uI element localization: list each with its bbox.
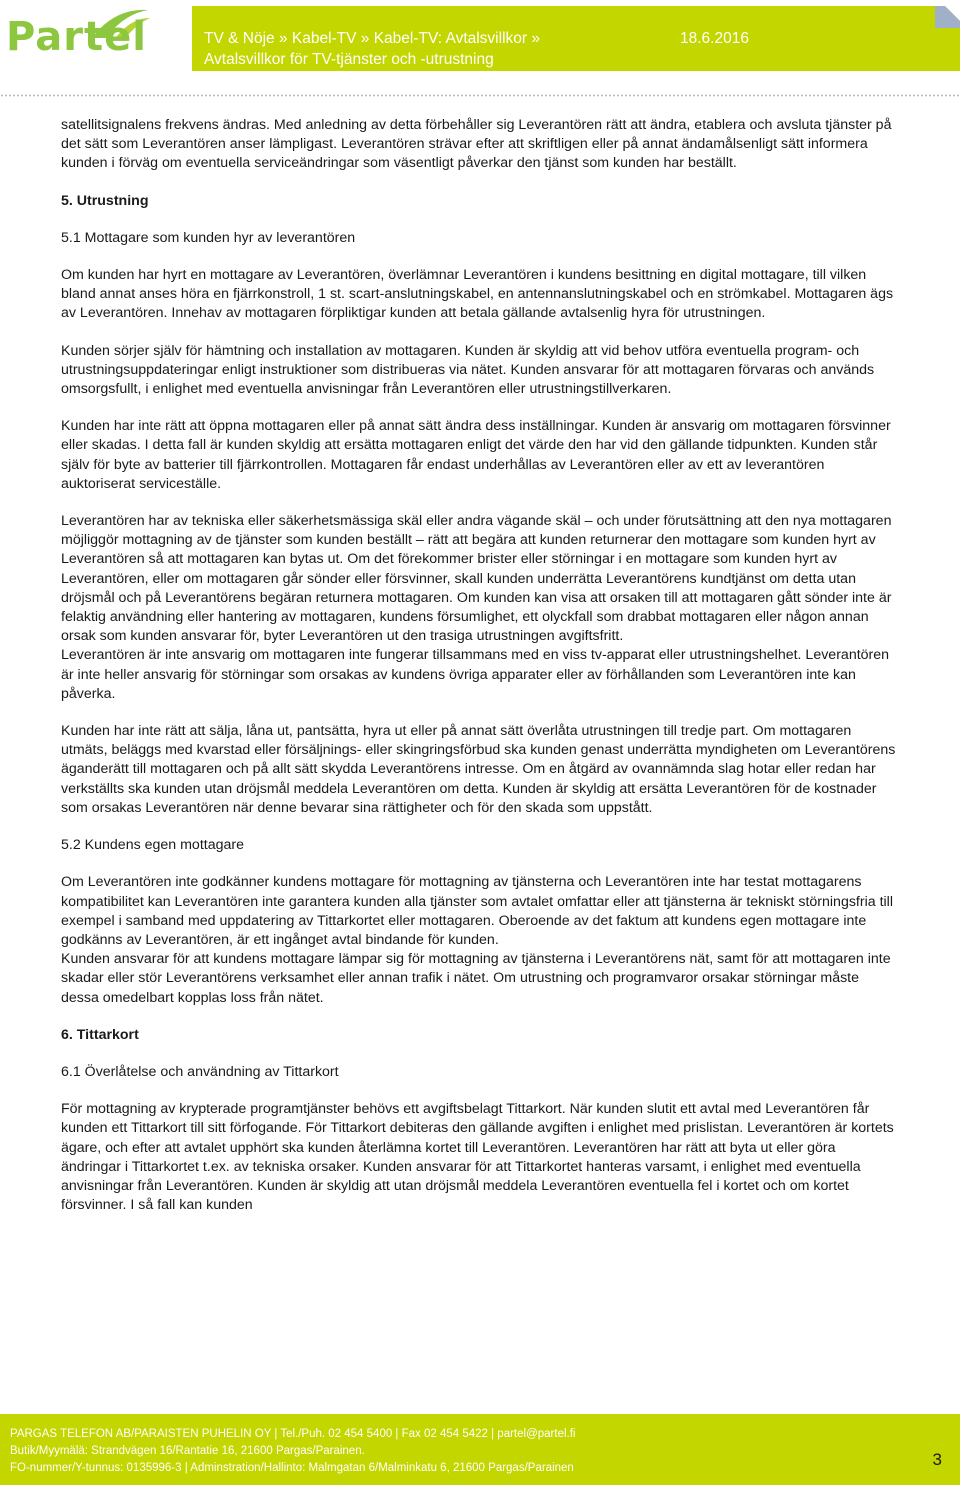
paragraph: Kunden har inte rätt att sälja, låna ut, pantsätta, hyra ut eller på annat sätt överlåta utrustningen till tredje part. Om mottagaren utmäts, beläggs med kvarstad eller försäljnings- eller skingringsförbud ska kunden genast underrätta myndigheten om Leverantörens äganderätt till mottagaren och på allt sätt skydda Leverantörens intresse. Om en åtgärd av ovannämnda slag hotar eller redan har verkställts ska kunden utan dröjsmål meddela Leverantören om detta. Kunden är skyldig att ersätta Leverantören för de kostnader som orsakas Leverantören när denne bevarar sina rättigheter och för den skada som uppstått.	[61, 723, 896, 816]
paragraph: satellitsignalens frekvens ändras. Med anledning av detta förbehåller sig Leverantören rätt att ändra, etablera och avsluta tjänster på det sätt som Leverantören anser lämpligast. Leverantören strävar efter att skriftligen eller på annat ändamålsenligt sätt informera kunden i förväg om eventuella serviceändringar som väsentligt påverkar den tjänst som kunden har beställt.	[61, 117, 892, 172]
breadcrumb	[204, 28, 674, 70]
paragraph: Kunden sörjer själv för hämtning och installation av mottagaren. Kunden är skyldig att vid behov utföra eventuella program- och utrustningsuppdateringar enligt instruktioner som distribueras via nätet. Kunden ansvarar för att mottagaren förvaras och används omsorgsfullt, i enlighet med eventuella anvisningar från Leverantören eller utrustningstillverkaren.	[61, 342, 875, 398]
footer-contact	[10, 1426, 575, 1477]
dotted-divider	[0, 94, 960, 97]
footer-line-company: PARGAS TELEFON AB/PARAISTEN PUHELIN OY | Tel./Puh. 02 454 5400 | Fax 02 454 5422 | partel@partel.fi	[10, 1428, 576, 1440]
page-header	[0, 0, 960, 90]
paragraph: Kunden har inte rätt att öppna mottagaren eller på annat sätt ändra dess inställningar. Kunden är ansvarig om mottagaren försvinner eller skadas. I detta fall är kunden skyldig att ersätta mottagaren enligt det värde den har vid den gällande tidpunkten. Kunden står själv för byte av batterier till fjärrkontrollen. Mottagaren får endast underhållas av Leverantören eller av ett av leverantören auktoriserat serviceställe.	[61, 418, 891, 492]
paragraph: Om kunden har hyrt en mottagare av Leverantören, överlämnar Leverantören i kundens besittning en digital mottagare, till vilken bland annat anses höra en fjärrkonstroll, 1 st. scart-anslutningskabel, en antennanslutningskabel och en strömkabel. Mottagaren ägs av Leverantören. Innehav av mottagaren förpliktigar kunden att betala gällande avtalsenlig hyra för utrustningen.	[61, 267, 894, 322]
paragraph: Leverantören är inte ansvarig om mottagaren inte fungerar tillsammans med en viss tv-apparat eller utrustningshelhet. Leverantören är inte heller ansvarig för störningar som orsakas av kundens övriga apparater eller av förhållanden som Leverantören inte kan påverka.	[61, 647, 890, 702]
footer-line-store: Butik/Myymälä: Strandvägen 16/Rantatie 16, 21600 Pargas/Parainen.	[10, 1445, 365, 1457]
breadcrumb-line-2[interactable]: Avtalsvillkor för TV-tjänster och -utrustning	[204, 51, 494, 68]
paragraph: Leverantören har av tekniska eller säkerhetsmässiga skäl eller andra vägande skäl – och under förutsättning att den nya mottagaren möjliggör mottagning av de tjänster som kunden beställt – rätt att begära att kunden returnerar den mottagare som kunden hyrt av Leverantören så att mottagaren kan bytas ut. Om det förekommer brister eller störningar i en mottagare som kunden hyrt av Leverantören, eller om mottagaren går sönder eller försvinner, skall kunden underrätta Leverantörens kundtjänst om detta utan dröjsmål och på Leverantörens begäran returnera mottagaren. Om kunden kan visa att orsaken till att mottagaren gått sönder inte är felaktig användning eller hantering av mottagaren, kundens försumlighet, ett olyckfall som drabbat mottagaren eller någon annan orsak som kunden ansvarar för, byter Leverantören ut den trasiga utrustningen avgiftsfritt.	[61, 513, 892, 645]
subsection-heading-5-1: 5.1 Mottagare som kunden hyr av leverantören	[61, 229, 356, 246]
section-heading-5: 5. Utrustning	[61, 192, 149, 209]
logo-text: Partel	[6, 14, 147, 60]
logo	[0, 0, 192, 90]
section-heading-6: 6. Tittarkort	[61, 1026, 139, 1043]
paragraph: Kunden ansvarar för att kundens mottagare lämpar sig för mottagning av tjänsterna i Leverantörens nät, samt för att mottagaren inte skadar eller stör Leverantörens verksamhet eller annan trafik i nätet. Om utrustning och programvaror orsakar störningar måste dessa omedelbart kopplas loss från nätet.	[61, 951, 891, 1006]
paragraph: Om Leverantören inte godkänner kundens mottagare för mottagning av tjänsterna och Leverantören inte har testat mottagarens kompatibilitet kan Leverantören inte garantera kunden alla tjänster som avtalet omfattar eller att tjänsterna är tekniskt störningsfria till exempel i samband med uppdatering av Tittarkortet eller mottagaren. Oberoende av det faktum att kundens egen mottagare inte godkänns av Leverantören, är ett ingånget avtal bindande för kunden.	[61, 874, 893, 948]
page-footer	[0, 1414, 960, 1485]
header-date: 18.6.2016	[680, 30, 749, 47]
subsection-heading-5-2: 5.2 Kundens egen mottagare	[61, 837, 244, 854]
breadcrumb-line-1[interactable]: TV & Nöje » Kabel-TV » Kabel-TV: Avtalsvillkor »	[204, 30, 540, 47]
document-body	[61, 116, 899, 1215]
subsection-heading-6-1: 6.1 Överlåtelse och användning av Tittarkort	[61, 1063, 339, 1080]
header-corner-icon	[935, 6, 960, 71]
paragraph: För mottagning av krypterade programtjänster behövs ett avgiftsbelagt Tittarkort. När kunden slutit ett avtal med Leverantören får kunden ett Tittarkort till sitt förfogande. För Tittarkort debiteras den gällande avgiften i enlighet med prislistan. Leverantören är kortets ägare, och efter att avtalet upphört ska kunden återlämna kortet till Leverantören. Leverantören har rätt att byta ut eller göra ändringar i Tittarkortet t.ex. av tekniska orsaker. Kunden ansvarar för att Tittarkortet hanteras varsamt, i enlighet med eventuella anvisningar från Leverantören. Kunden är skyldig att utan dröjsmål meddela Leverantören eventuella fel i kortet och om kortet försvinner. I så fall kan kunden	[61, 1101, 894, 1214]
page-number: 3	[932, 1450, 942, 1469]
footer-line-admin: FO-nummer/Y-tunnus: 0135996-3 | Adminstration/Hallinto: Malmgatan 6/Malminkatu 6, 21600 Pargas/Parainen	[10, 1462, 574, 1474]
